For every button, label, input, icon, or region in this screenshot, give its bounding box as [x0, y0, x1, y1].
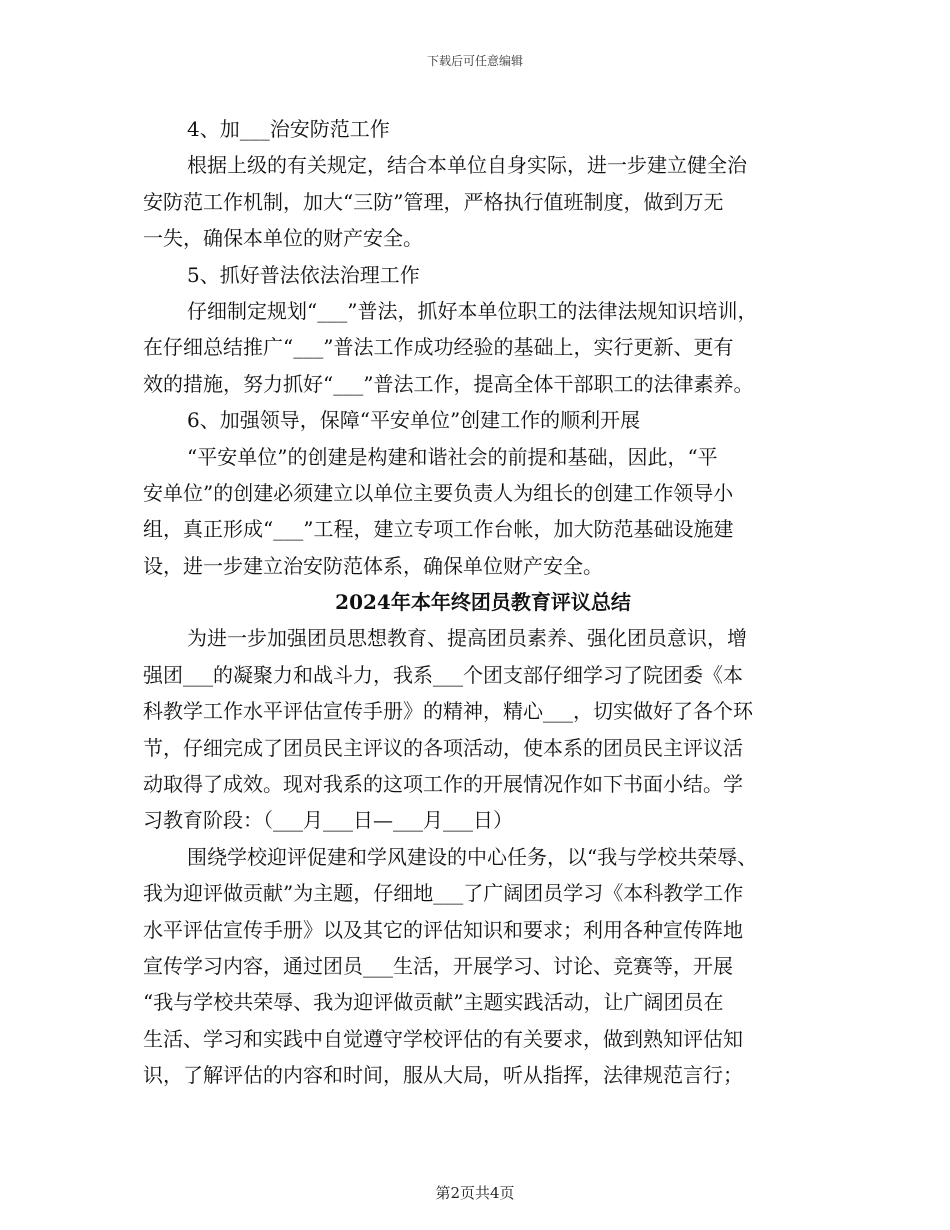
text-line: 强团___的凝聚力和战斗力，我系___个团支部仔细学习了院团委《本 — [143, 662, 743, 687]
text-line: 组，真正形成“___”工程，建立专项工作台帐，加大防范基础设施建 — [143, 517, 734, 542]
section-title: 2024年本年终团员教育评议总结 — [335, 590, 631, 615]
text-line: 水平评估宣传手册》以及其它的评估知识和要求；利用各种宣传阵地 — [143, 917, 743, 942]
text-line: 4、加___治安防范工作 — [187, 117, 390, 141]
text-line: 仔细制定规划“___”普法，抓好本单位职工的法律法规知识培训， — [187, 298, 758, 323]
text-line: 设，进一步建立治安防范体系，确保单位财产安全。 — [143, 553, 603, 578]
text-line: 科教学工作水平评估宣传手册》的精神，精心___，切实做好了各个环 — [143, 699, 753, 724]
text-line: 识，了解评估的内容和时间，服从大局，听从指挥，法律规范言行； — [143, 1063, 743, 1088]
text-line: 一失，确保本单位的财产安全。 — [143, 226, 423, 251]
text-line: 动取得了成效。现对我系的这项工作的开展情况作如下书面小结。学 — [143, 772, 743, 797]
text-line: 我为迎评做贡献”为主题，仔细地___了广阔团员学习《本科教学工作 — [143, 881, 744, 906]
text-line: 效的措施，努力抓好“___”普法工作，提高全体干部职工的法律素养。 — [143, 371, 754, 396]
text-line: “平安单位”的创建是构建和谐社会的前提和基础，因此，“平 — [187, 444, 718, 469]
page-footer: 第2页共4页 — [435, 1184, 515, 1202]
page-header: 下载后可任意编辑 — [426, 54, 523, 68]
text-line: 生活、学习和实践中自觉遵守学校评估的有关要求，做到熟知评估知 — [143, 1026, 743, 1051]
text-line: 围绕学校迎评促建和学风建设的中心任务，以“我与学校共荣辱、 — [187, 844, 758, 869]
document-body — [143, 111, 823, 1094]
text-line: 6、加强领导，保障“平安单位”创建工作的顺利开展 — [187, 408, 641, 433]
text-line: 根据上级的有关规定，结合本单位自身实际，进一步建立健全治 — [187, 153, 747, 178]
text-line: 安防范工作机制，加大“三防”管理，严格执行值班制度，做到万无 — [143, 189, 724, 214]
text-line: “我与学校共荣辱、我为迎评做贡献”主题实践活动，让广阔团员在 — [143, 990, 724, 1015]
text-line: 5、抓好普法依法治理工作 — [187, 262, 420, 287]
text-line: 节，仔细完成了团员民主评议的各项活动，使本系的团员民主评议活 — [143, 735, 743, 760]
text-line: 在仔细总结推广“___”普法工作成功经验的基础上，实行更新、更有 — [143, 335, 734, 360]
text-line: 习教育阶段：（___月___日—___月___日） — [143, 808, 513, 833]
text-line: 为进一步加强团员思想教育、提高团员素养、强化团员意识，增 — [187, 626, 747, 651]
text-line: 宣传学习内容，通过团员___生活，开展学习、讨论、竞赛等，开展 — [143, 953, 733, 978]
text-line: 安单位”的创建必须建立以单位主要负责人为组长的创建工作领导小 — [143, 480, 734, 505]
